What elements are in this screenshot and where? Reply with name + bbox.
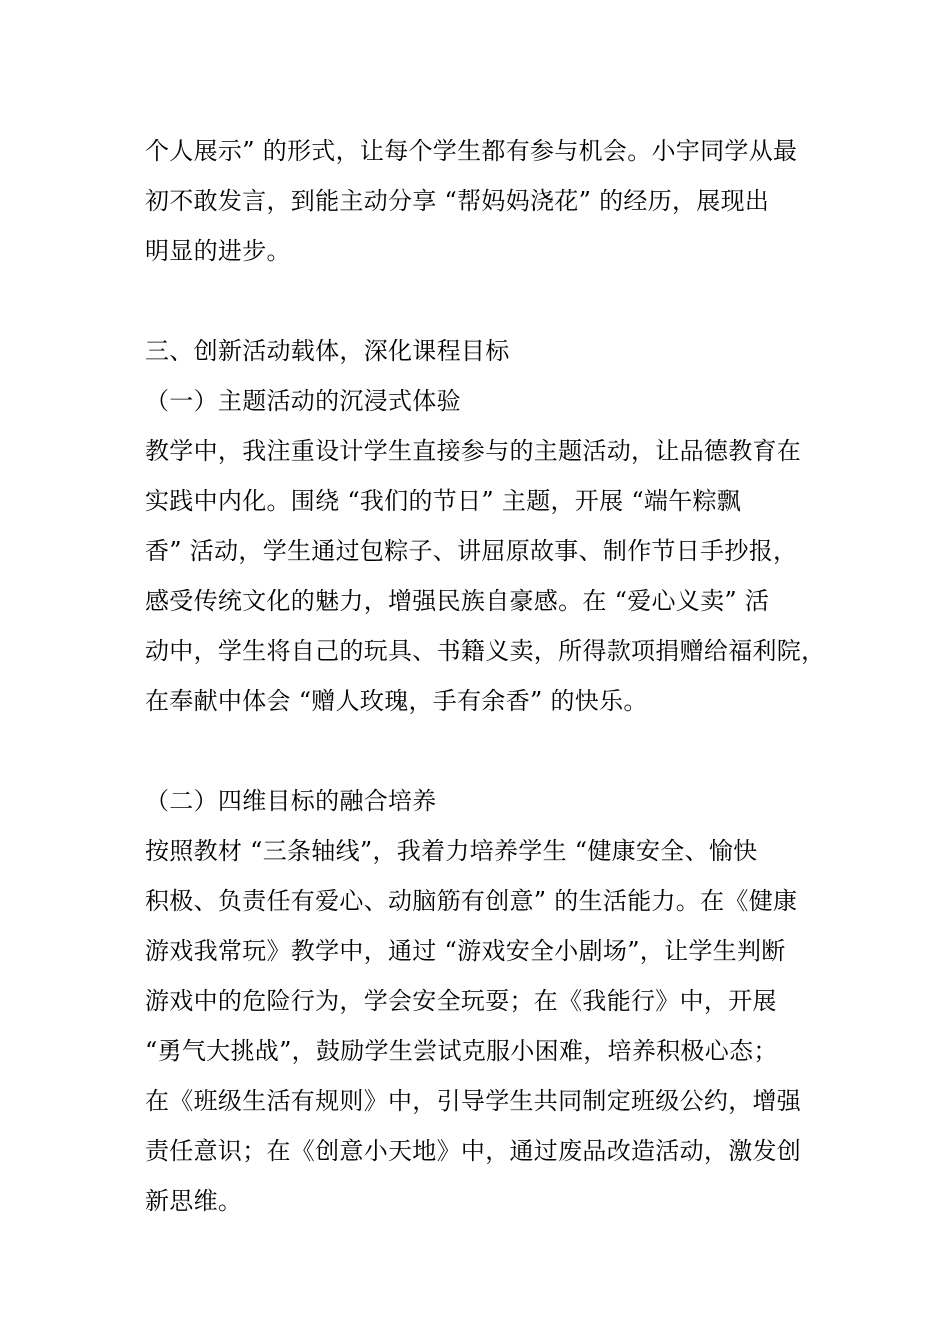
subsection-two-line-8: 新思维。 [145, 1187, 243, 1215]
subsection-two-line-3: 游戏我常玩》教学中，通过 “游戏安全小剧场”，让学生判断 [145, 937, 786, 965]
subsection-two-line-5: “勇气大挑战”，鼓励学生尝试克服小困难，培养积极心态； [145, 1037, 778, 1065]
intro-line-1: 个人展示” 的形式，让每个学生都有参与机会。小宇同学从最 [145, 137, 798, 165]
subsection-one-line-2: 实践中内化。围绕 “我们的节日” 主题，开展 “端午粽飘 [145, 487, 742, 515]
subsection-one-line-6: 在奉献中体会 “赠人玫瑰，手有余香” 的快乐。 [145, 687, 648, 715]
subsection-one-heading: （一）主题活动的沉浸式体验 [145, 387, 461, 415]
subsection-two-line-6: 在《班级生活有规则》中，引导学生共同制定班级公约，增强 [145, 1087, 802, 1115]
subsection-one-line-3: 香” 活动，学生通过包粽子、讲屈原故事、制作节日手抄报， [145, 537, 798, 565]
subsection-one-line-1: 教学中，我注重设计学生直接参与的主题活动，让品德教育在 [145, 437, 802, 465]
intro-line-3: 明显的进步。 [145, 237, 291, 265]
subsection-two-line-7: 责任意识；在《创意小天地》中，通过废品改造活动，激发创 [145, 1137, 802, 1165]
subsection-one-line-4: 感受传统文化的魅力，增强民族自豪感。在 “爱心义卖” 活 [145, 587, 770, 615]
subsection-two-line-4: 游戏中的危险行为，学会安全玩耍；在《我能行》中，开展 [145, 987, 777, 1015]
section-three-heading: 三、创新活动载体，深化课程目标 [145, 337, 510, 365]
subsection-one-line-5: 动中，学生将自己的玩具、书籍义卖，所得款项捐赠给福利院， [145, 637, 826, 665]
subsection-two-line-2: 积极、负责任有爱心、动脑筋有创意” 的生活能力。在《健康 [145, 887, 798, 915]
subsection-two-line-1: 按照教材 “三条轴线”，我着力培养学生 “健康安全、愉快 [145, 837, 758, 865]
subsection-two-heading: （二）四维目标的融合培养 [145, 787, 437, 815]
intro-line-2: 初不敢发言，到能主动分享 “帮妈妈浇花” 的经历，展现出 [145, 187, 770, 215]
